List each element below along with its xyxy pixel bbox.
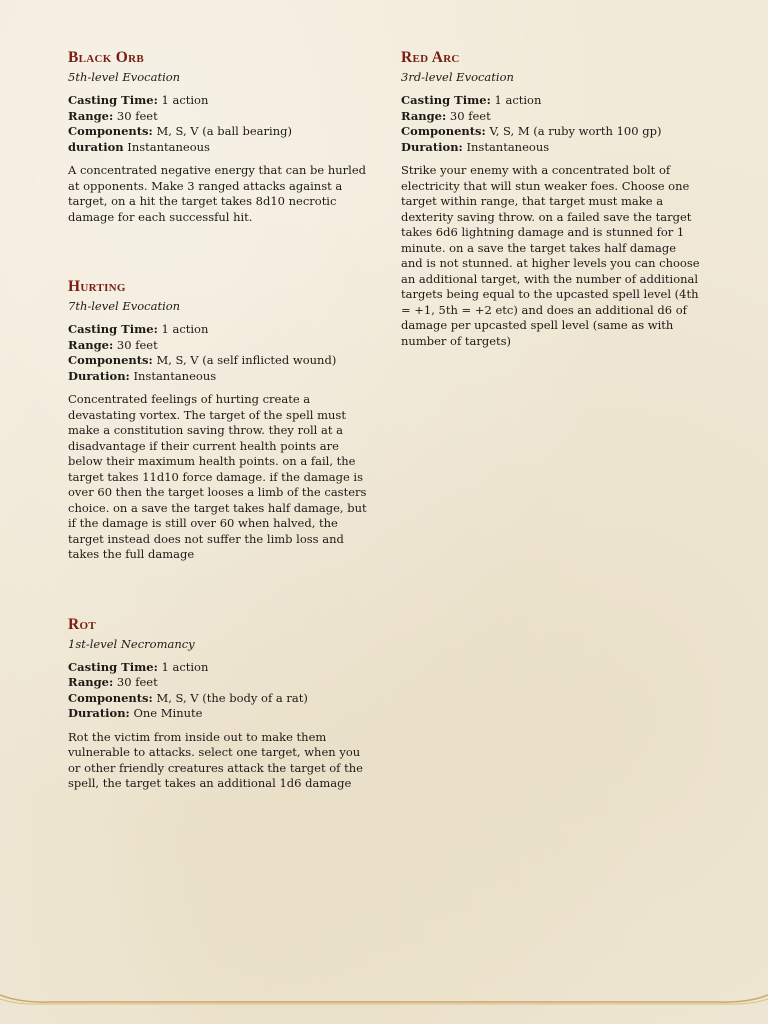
spell-title: Hurting [68, 278, 126, 295]
spell-description: Strike your enemy with a concentrated bolt of electricity that will stun weaker foes. Choose one target within range, that target must make a dexterity saving throw. on a failed save the target takes 6d6 lightning damage and is stunned for 1 minute. on a save the target takes half damage and is not stunned. at higher levels you can choose an additional target, with the number of additional targets being equal to the upcasted spell level (4th = +1, 5th = +2 etc) and does an additional d6 of damage per upcasted spell level (same as with number of targets) [401, 163, 700, 348]
duration [68, 369, 368, 385]
duration [401, 140, 701, 156]
range-label: Range: [68, 337, 114, 352]
casting-time-label: Casting Time: [401, 93, 491, 107]
footer-ornament [0, 992, 768, 1006]
duration [68, 706, 368, 722]
casting-time [68, 660, 368, 676]
duration-value: Instantaneous [127, 139, 210, 154]
spell-red-arc [401, 48, 701, 349]
spell-description: A concentrated negative energy that can be hurled at opponents. Make 3 ranged attacks against a target, on a hit the target takes 8d10 necrotic damage for each successful hit. [68, 163, 367, 224]
range [68, 109, 368, 125]
duration-value: Instantaneous [133, 368, 217, 383]
spell-title: Black Orb [68, 49, 145, 66]
range-label: Range: [401, 108, 447, 123]
components [401, 124, 701, 140]
casting-time-value: 1 action [161, 659, 209, 674]
range [401, 109, 701, 125]
range-value: 30 feet [116, 337, 158, 352]
components [68, 124, 368, 140]
spell-school: 5th-level Evocation [68, 70, 181, 84]
range-label: Range: [68, 675, 114, 689]
components-label: Components: [68, 124, 153, 138]
left-column [68, 48, 368, 792]
casting-time-label: Casting Time: [68, 93, 158, 107]
duration-label: duration [68, 139, 124, 154]
casting-time-value: 1 action [161, 322, 209, 336]
components-label: Components: [401, 124, 486, 138]
spell-school: 1st-level Necromancy [68, 636, 195, 651]
spell-school: 3rd-level Evocation [401, 70, 514, 84]
casting-time [401, 93, 701, 109]
range-value: 30 feet [449, 108, 491, 123]
components [68, 353, 368, 369]
duration [68, 140, 368, 156]
components-value: M, S, V (the body of a rat) [156, 690, 308, 705]
spell-description: Concentrated feelings of hurting create a devastating vortex. The target of the spell must make a constitution saving throw. they roll at a disadvantage if their current health points are below their maximum health points. on a fail, the target takes 11d10 force damage. if the damage is over 60 then the target looses a limb of the casters choice. on a save the target takes half damage, but if the damage is still over 60 when halved, the target instead does not suffer the limb loss and takes the full damage [68, 392, 367, 561]
spell-rot [68, 615, 368, 792]
duration-label: Duration: [68, 368, 130, 383]
right-column [401, 48, 701, 349]
spell-black-orb [68, 48, 368, 225]
range-value: 30 feet [116, 108, 158, 123]
range-label: Range: [68, 108, 114, 123]
casting-time [68, 93, 368, 109]
duration-value: Instantaneous [466, 139, 550, 154]
casting-time-value: 1 action [494, 93, 542, 107]
spell-hurting [68, 277, 368, 563]
components-label: Components: [68, 353, 153, 367]
spell-school: 7th-level Evocation [68, 299, 181, 313]
casting-time [68, 322, 368, 338]
spell-description: Rot the victim from inside out to make them vulnerable to attacks. select one target, when you or other friendly creatures attack the target of the spell, the target takes an additional 1d6 damage [68, 729, 363, 790]
components-value: M, S, V (a self inflicted wound) [156, 353, 337, 367]
components [68, 691, 368, 707]
casting-time-label: Casting Time: [68, 659, 158, 674]
duration-value: One Minute [133, 706, 203, 720]
spell-title: Red Arc [401, 49, 460, 66]
components-value: M, S, V (a ball bearing) [156, 124, 292, 138]
duration-label: Duration: [401, 139, 463, 154]
range-value: 30 feet [116, 675, 158, 689]
range [68, 338, 368, 354]
casting-time-value: 1 action [161, 93, 209, 107]
duration-label: Duration: [68, 706, 130, 720]
range [68, 675, 368, 691]
components-value: V, S, M (a ruby worth 100 gp) [489, 124, 662, 138]
casting-time-label: Casting Time: [68, 322, 158, 336]
components-label: Components: [68, 690, 153, 705]
spell-title: Rot [68, 615, 96, 633]
